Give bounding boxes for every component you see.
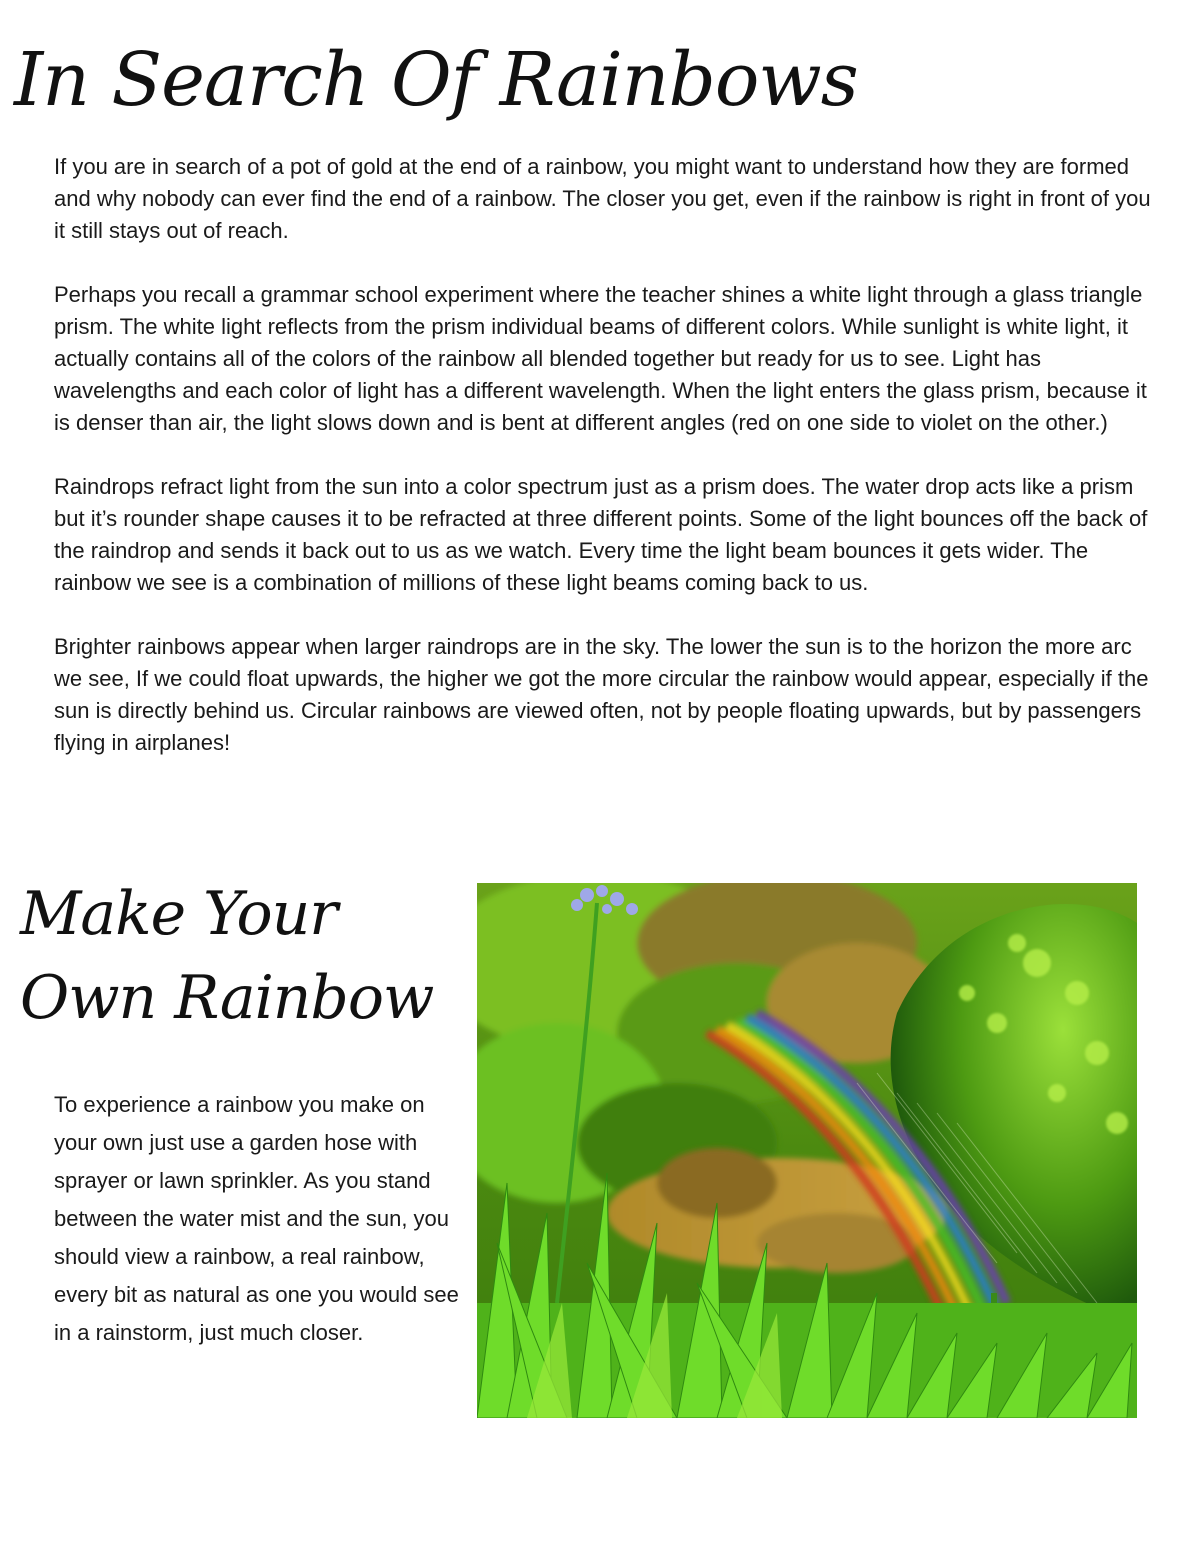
intro-section [54,151,1154,791]
paragraph: Perhaps you recall a grammar school experiment where the teacher shines a white light through a glass triangle prism. The white light reflects from the prism individual beams of different colors. While sunlight is white light, it actually contains all of the colors of the rainbow all blended together but ready for us to see. Light has wavelengths and each color of light has a different wavelength. When the light enters the glass prism, because it is denser than air, the light slows down and is bent at different angles (red on one side to violet on the other.) [54,282,1147,435]
photo-illustration [477,883,1137,1418]
paragraph: Brighter rainbows appear when larger raindrops are in the sky. The lower the sun is to the horizon the more arc we see, If we could float upwards, the higher we got the more circular the rainbow would appear, especially if the sun is directly behind us. Circular rainbows are viewed often, not by people floating upwards, but by passengers flying in airplanes! [54,634,1149,755]
section-title: Make Your Own Rainbow [20,879,434,1033]
paragraph: Raindrops refract light from the sun into a color spectrum just as a prism does. The water drop acts like a prism but it’s rounder shape causes it to be refracted at three different points. Some of the light bounces off the back of the raindrop and sends it back out to us as we watch. Every time the light beam bounces it gets wider. The rainbow we see is a combination of millions of these light beams coming back to us. [54,474,1148,595]
paragraph: If you are in search of a pot of gold at the end of a rainbow, you might want to understand how they are formed and why nobody can ever find the end of a rainbow. The closer you get, even if the rainbow is right in front of you it still stays out of reach. [54,154,1151,243]
rainbow-photo [477,883,1137,1418]
page-title: In Search Of Rainbows [14,37,858,123]
section-body: To experience a rainbow you make on your own just use a garden hose with sprayer or lawn sprinkler. As you stand between the water mist and the sun, you should view a rainbow, a real rainbow, every bit as natural as one you would see in a rainstorm, just much closer. [54,1092,459,1345]
